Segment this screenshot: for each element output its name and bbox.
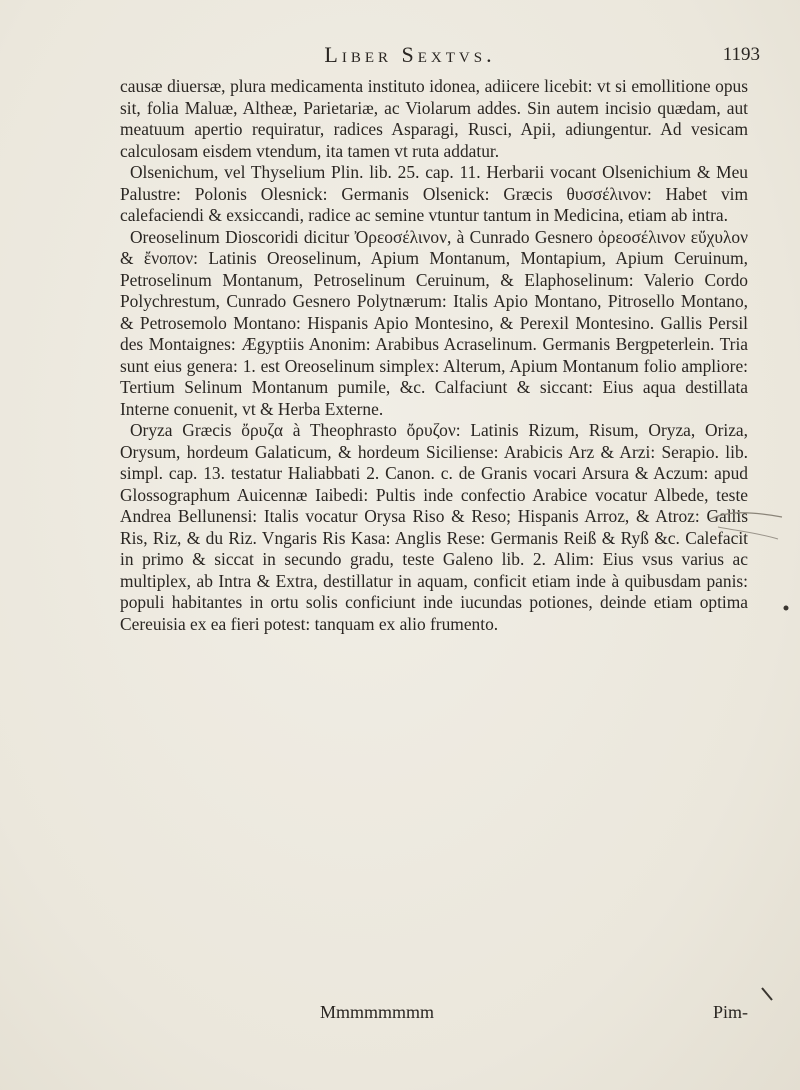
paragraph-continuation: causæ diuersæ, plura medicamenta instituto idonea, adiicere licebit: vt si emollitione opus sit, folia Maluæ, Altheæ, Parietariæ, ac Violarum addes. Sin autem incisio quædam, aut meatuum apertio requiratur, radices Asparagi, Rusci, Apii, adiungentur. Ad vesicam calculosam eisdem vtendum, ita tamen vt ruta addatur.: [120, 76, 748, 161]
paragraph-oryza: Oryza Græcis ὄρυζα à Theophrasto ὄρυζον: Latinis Rizum, Risum, Oryza, Oriza, Orysum, hordeum Galaticum, & hordeum Siciliense: Arabicis Arz & Arzi: Serapio. lib. simpl. cap. 13. testatur Haliabbati 2. Canon. c. de Granis vocari Arsura & Aczum: apud Glossographum Auicennæ Iaibedi: Pultis inde confectio Arabice vocatur Albede, teste Andrea Bellunensi: Italis vocatur Orysa Riso & Reso; Hispanis Arroz, & Atroz: Gallis Ris, Riz, & du Riz. Vngaris Ris Kasa: Anglis Rese: Germanis Reiß & Ryß &c. Calefacit in primo & siccat in secundo gradu, teste Galeno lib. 2. Alim: Eius vsus varius ac multiplex, ab Intra & Extra, destillatur in aquam, conficit etiam inde à quibusdam panis: populi habitantes in ortu solis conficiunt inde iucundas potiones, deinde etiam optima Cereuisia ex ea fieri potest: tanquam ex alio frumento.: [120, 420, 748, 634]
paragraph-olsenichum: Olsenichum, vel Thyselium Plin. lib. 25. cap. 11. Herbarii vocant Olsenichium & Meu Palustre: Polonis Olesnick: Germanis Olsenick: Græcis θυσσέλινον: Habet vim calefaciendi & exsiccandi, radice ac semine vtuntur tantum in Medicina, etiam ab intra.: [120, 162, 748, 225]
body-text: [120, 76, 748, 635]
catchword: Pim-: [712, 1002, 748, 1022]
page-number: 1193: [722, 44, 760, 65]
page-header: [60, 42, 760, 78]
signature-mark: Mmmmmmmm: [320, 1002, 435, 1022]
running-title: Liber Sextvs.: [324, 42, 496, 67]
catchwords: [120, 1002, 748, 1026]
paragraph-oreoselinum: Oreoselinum Dioscoridi dicitur Ὀρεοσέλινον, à Cunrado Gesnero ὀρεοσέλινον εὔχυλον & ἔνοπον: Latinis Oreoselinum, Apium Montanum, Montapium, Apium Ceruinum, Petroselinum Montanum, Petroselinum Ceruinum, & Elaphoselinum: Valerio Cordo Polychrestum, Cunrado Gesnero Polytnærum: Italis Apio Montano, Pitrosello Montano, & Petrosemolo Montano: Hispanis Apio Montesino, & Perexil Montesino. Gallis Persil des Montaignes: Ægyptiis Anonim: Arabibus Acraselinum. Germanis Bergpeterlein. Tria sunt eius genera: 1. est Oreoselinum simplex: Alterum, Apium Montanum folio ampliore: Tertium Selinum Montanum pumile, &c. Calfaciunt & siccant: Eius aqua destillata Interne conuenit, vt & Herba Externe.: [120, 226, 748, 419]
margin-ink-stroke-icon: [708, 505, 788, 545]
ink-tick-icon: [760, 986, 780, 1006]
ink-dot-icon: [780, 603, 796, 613]
